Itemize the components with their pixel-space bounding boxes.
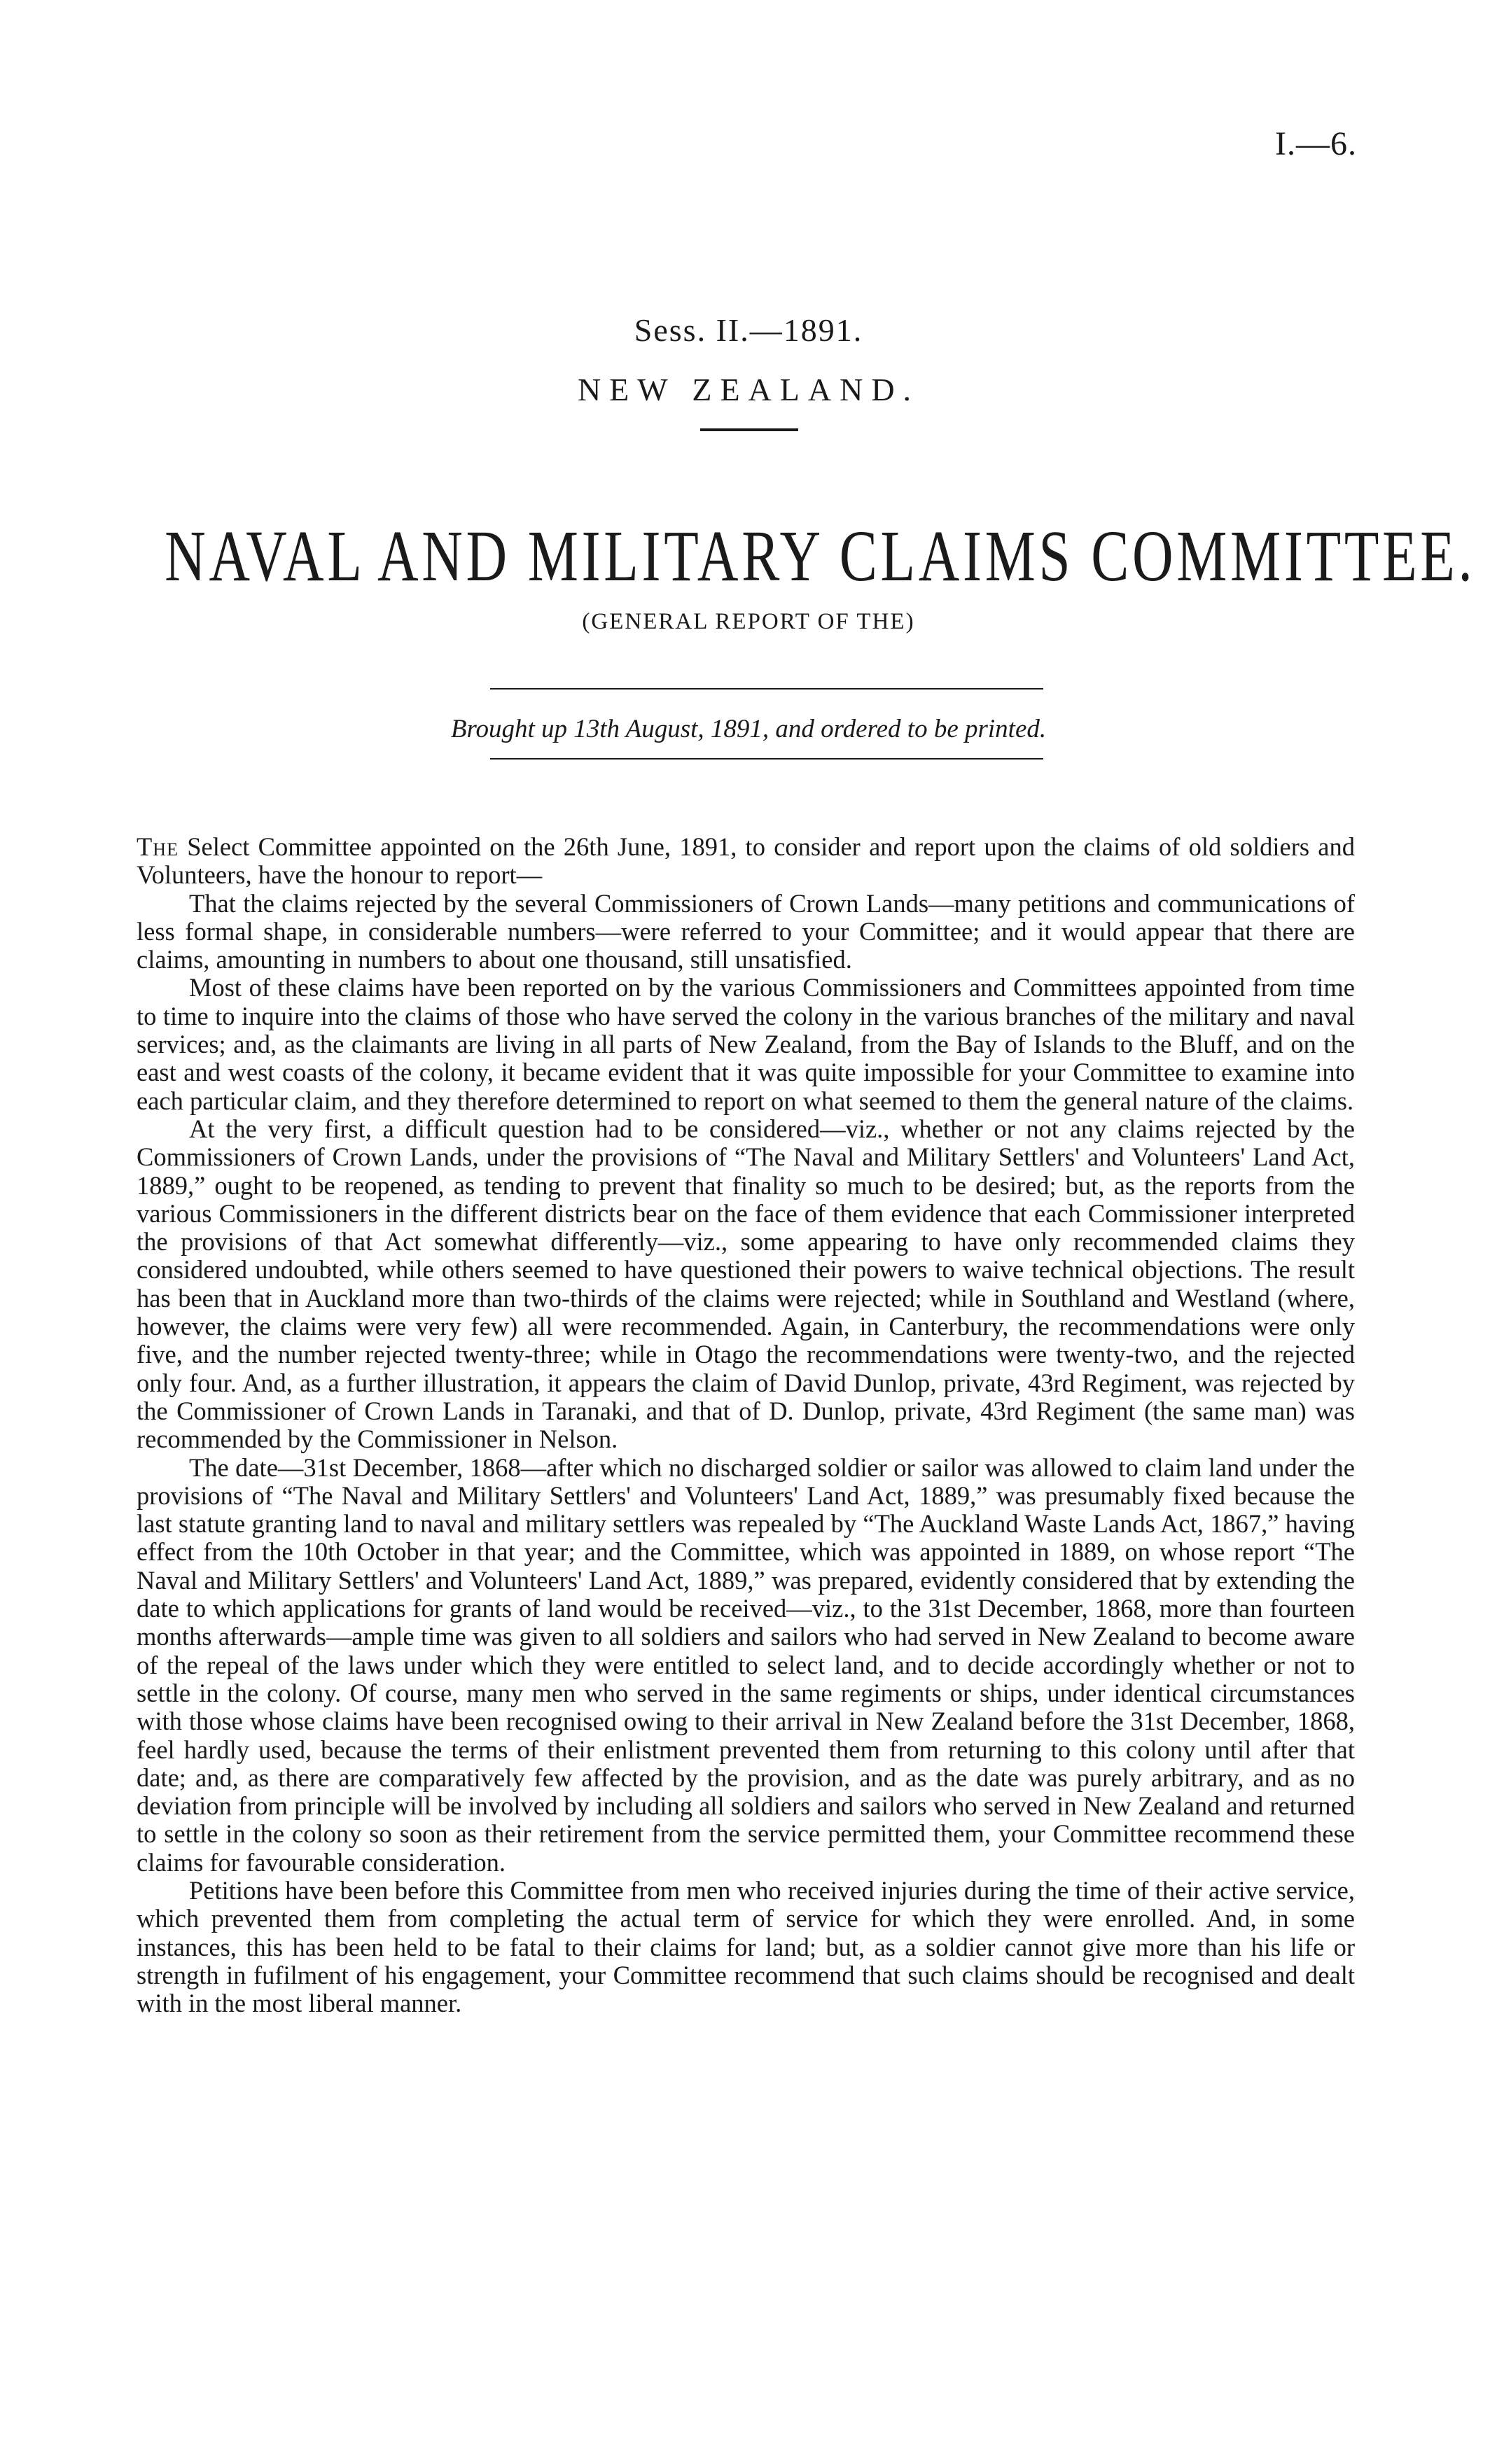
short-divider-rule xyxy=(700,428,798,431)
bottom-divider-rule xyxy=(490,758,1043,760)
report-paragraph: Most of these claims have been reported on by the various Commissioners and Committees appointed from time to time to inquire into the claims of those who have served the colony in the various branches of the military and naval services; and, as the claimants are living in all parts of New Zealand, from the Bay of Islands to the Bluff, and on the east and west coasts of the colony, it became evident that it was quite impossible for your Committee to examine into each particular claim, and they therefore determined to report on what seemed to them the general nature of the claims. xyxy=(137,973,1355,1115)
document-subtitle: (GENERAL REPORT OF THE) xyxy=(582,609,915,634)
report-paragraph: Petitions have been before this Committee from men who received injuries during the time of their active service, which prevented them from completing the actual term of service for which they were enrolled. And, in some instances, this has been held to be fatal to their claims for land; but, as a soldier cannot give more than his life or strength in fufilment of his engagement, your Committee recommend that such claims should be recognised and dealt with in the most liberal manner. xyxy=(137,1875,1355,2018)
country-heading: NEW ZEALAND. xyxy=(577,372,920,407)
document-title: NAVAL AND MILITARY CLAIMS COMMITTEE. xyxy=(165,516,1476,596)
top-divider-rule xyxy=(490,688,1043,690)
brought-up-line: Brought up 13th August, 1891, and ordered to be printed. xyxy=(450,715,1047,743)
report-paragraph: That the claims rejected by the several Commissioners of Crown Lands—many petitions and communications of less formal shape, in considerable numbers—were referred to your Committee; and it would appear that there are claims, amounting in numbers to about one thousand, still unsatisfied. xyxy=(137,888,1355,974)
session-line: Sess. II.—1891. xyxy=(634,312,863,348)
report-paragraph: The date—31st December, 1868—after which no discharged soldier or sailor was allowed to claim land under the provisions of “The Naval and Military Settlers' and Volunteers' Land Act, 1889,” was presumably fixed because the last statute granting land to naval and military settlers was repealed by “The Auckland Waste Lands Act, 1867,” having effect from the 10th October in that year; and the Committee, which was appointed in 1889, on whose report “The Naval and Military Settlers' and Volunteers' Land Act, 1889,” was prepared, evidently considered that by extending the date to which applications for grants of land would be received—viz., to the 31st December, 1868, more than fourteen months afterwards—ample time was given to all soldiers and sailors who had served in New Zealand to become aware of the repeal of the laws under which they were entitled to select land, and to decide accordingly whether or not to settle in the colony. Of course, many men who served in the same regiments or ships, under identical circumstances with those whose claims have been recognised owing to their arrival in New Zealand before the 31st December, 1868, feel hardly used, because the terms of their enlistment prevented them from returning to this colony until after that date; and, as there are comparatively few affected by the provision, and as the date was purely arbitrary, and as no deviation from principle will be involved by including all soldiers and sailors who served in New Zealand and returned to settle in the colony so soon as their retirement from the service permitted them, your Committee recommend these claims for favourable consideration. xyxy=(137,1452,1355,1877)
report-body xyxy=(137,833,1355,2017)
page-reference: I.—6. xyxy=(1275,125,1357,162)
report-paragraph-text: Select Committee appointed on the 26th June, 1891, to consider and report upon the claims of old soldiers and Volunteers, have the honour to report— xyxy=(137,832,1355,890)
report-paragraph xyxy=(137,833,1355,890)
report-paragraph: At the very first, a difficult question had to be considered—viz., whether or not any claims rejected by the Commissioners of Crown Lands, under the provisions of “The Naval and Military Settlers' and Volunteers' Land Act, 1889,” ought to be reopened, as tending to prevent that finality so much to be desired; but, as the reports from the various Commissioners in the different districts bear on the face of them evidence that each Commissioner interpreted the provisions of that Act somewhat differently—viz., some appearing to have only recommended claims they considered undoubted, while others seemed to have questioned their powers to waive technical objections. The result has been that in Auckland more than two-thirds of the claims were rejected; while in Southland and Westland (where, however, the claims were very few) all were recommended. Again, in Canterbury, the recommendations were only five, and the number rejected twenty-three; while in Otago the recommendations were twenty-two, and the rejected only four. And, as a further illustration, it appears the claim of David Dunlop, private, 43rd Regiment, was rejected by the Commissioner of Crown Lands in Taranaki, and that of D. Dunlop, private, 43rd Regiment (the same man) was recommended by the Commissioner in Nelson. xyxy=(137,1114,1355,1454)
report-lead-word: The xyxy=(137,832,179,861)
